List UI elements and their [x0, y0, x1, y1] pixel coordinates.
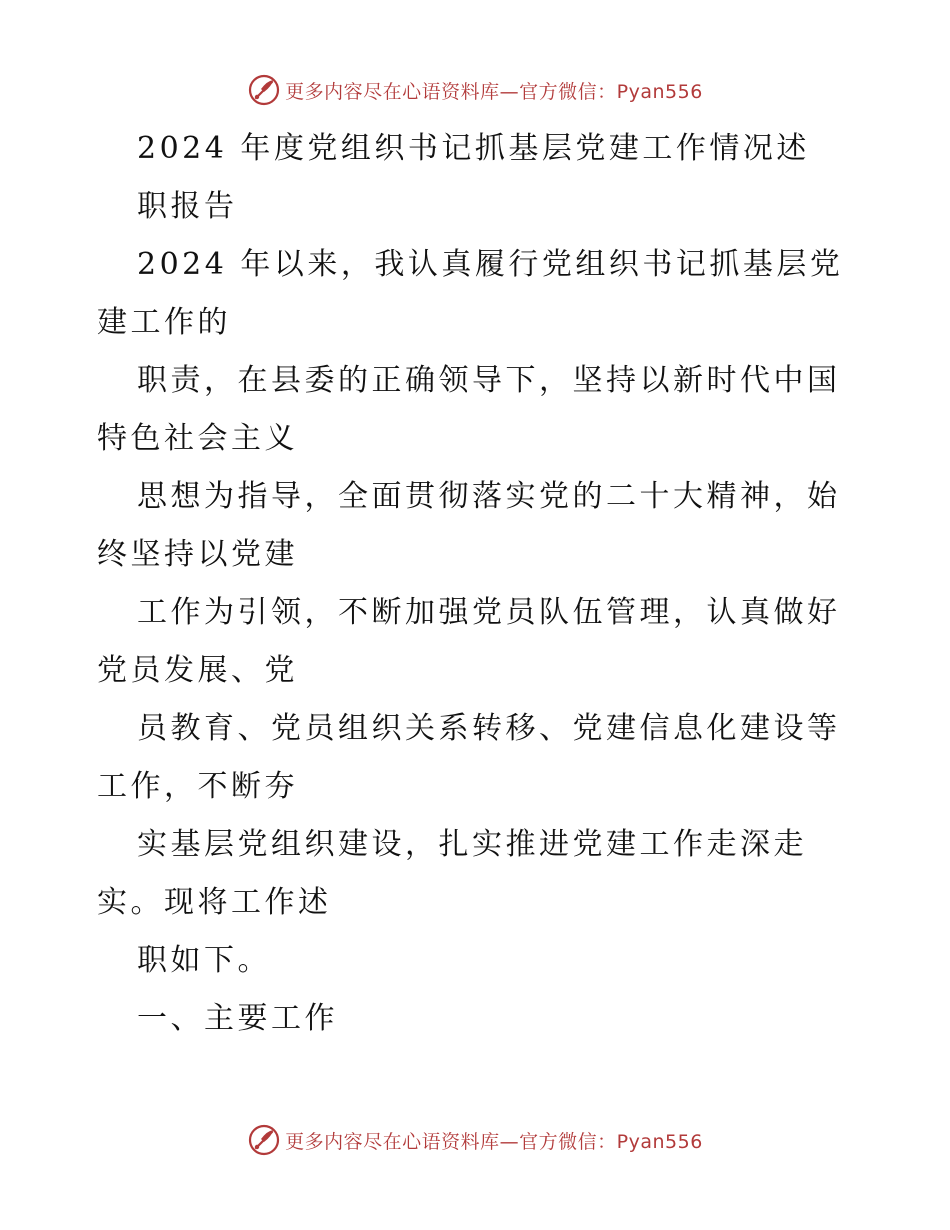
document-line: 工作，不断夯 [97, 769, 298, 804]
document-line: 实。现将工作述 [97, 885, 332, 920]
document-line: 2024 年以来，我认真履行党组织书记抓基层党 [137, 247, 844, 282]
document-line: 特色社会主义 [97, 421, 298, 456]
document-line: 工作为引领，不断加强党员队伍管理，认真做好 [137, 595, 841, 630]
header-watermark [0, 70, 950, 110]
quill-logo-icon [247, 73, 281, 107]
document-line: 一、主要工作 [137, 1001, 338, 1036]
footer-watermark [0, 1120, 950, 1160]
document-line: 实基层党组织建设，扎实推进党建工作走深走 [137, 827, 807, 862]
watermark-text: 更多内容尽在心语资料库—官方微信：Pyan556 [285, 80, 703, 103]
document-line: 员教育、党员组织关系转移、党建信息化建设等 [137, 711, 841, 746]
document-line: 职责，在县委的正确领导下，坚持以新时代中国 [137, 363, 841, 398]
document-line: 职报告 [137, 189, 238, 224]
document-line: 2024 年度党组织书记抓基层党建工作情况述 [137, 131, 810, 166]
document-line: 党员发展、党 [97, 653, 298, 688]
document-line: 终坚持以党建 [97, 537, 298, 572]
document-body [97, 120, 857, 1048]
watermark-text: 更多内容尽在心语资料库—官方微信：Pyan556 [285, 1130, 703, 1153]
document-line: 思想为指导，全面贯彻落实党的二十大精神，始 [137, 479, 841, 514]
document-line: 建工作的 [97, 305, 231, 340]
quill-logo-icon [247, 1123, 281, 1157]
document-line: 职如下。 [137, 943, 271, 978]
